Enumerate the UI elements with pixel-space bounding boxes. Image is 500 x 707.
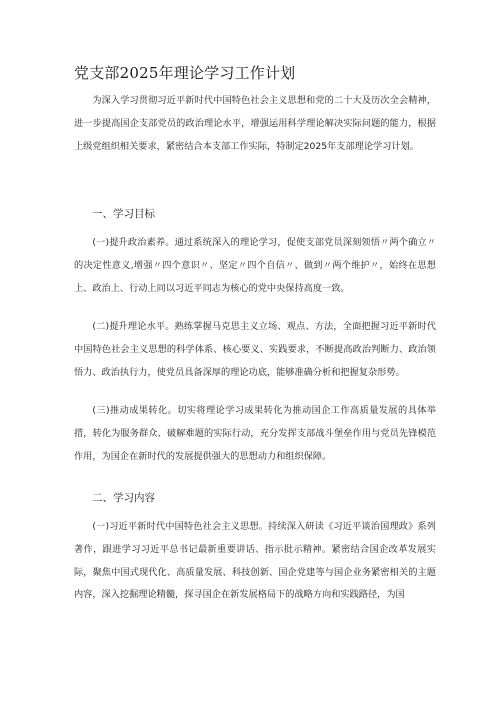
intro-paragraph: 为深入学习贯彻习近平新时代中国特色社会主义思想和党的二十大及历次全会精神，进一步提高国企支部党员的政治理论水平，增强运用科学理论解决实际问题的能力，根据上级党组织相关要求，紧密结合本支部工作实际，特制定2025年支部理论学习计划。 <box>74 95 436 152</box>
document-title: 党支部2025年理论学习工作计划 <box>74 64 296 82</box>
section-heading-content: 二、学习内容 <box>92 492 155 504</box>
section-heading-goals: 一、学习目标 <box>92 208 155 220</box>
content-paragraph-1: (一)习近平新时代中国特色社会主义思想。持续深入研读《习近平谈治国理政》系列著作，跟进学习习近平总书记最新重要讲话、指示批示精神。紧密结合国企改革发展实际，聚焦中国式现代化、高质量发展、科技创新、国企党建等与国企业务紧密相关的主题内容，深入挖掘理论精髓，探寻国企在新发展格局下的战略方向和实践路径，为国 <box>74 521 436 601</box>
goal-paragraph-3: (三)推动成果转化。切实将理论学习成果转化为推动国企工作高质量发展的具体举措，转化为服务群众、破解难题的实际行动，充分发挥支部战斗堡垒作用与党员先锋模范作用，为国企在新时代的发展提供强大的思想动力和组织保障。 <box>74 405 436 462</box>
goal-paragraph-2: (二)提升理论水平。熟练掌握马克思主义立场、观点、方法，全面把握习近平新时代中国特色社会主义思想的科学体系、核心要义、实践要求，不断提高政治判断力、政治领悟力、政治执行力，使党员具备深厚的理论功底，能够准确分析和把握复杂形势。 <box>74 321 436 378</box>
goal-paragraph-1: (一)提升政治素养。通过系统深入的理论学习，促使支部党员深刻领悟〃两个确立〃的决定性意义,增强〃四个意识〃、坚定〃四个自信〃、做到〃两个维护〃，始终在思想上、政治上、行动上同以习近平同志为核心的党中央保持高度一致。 <box>74 237 436 294</box>
